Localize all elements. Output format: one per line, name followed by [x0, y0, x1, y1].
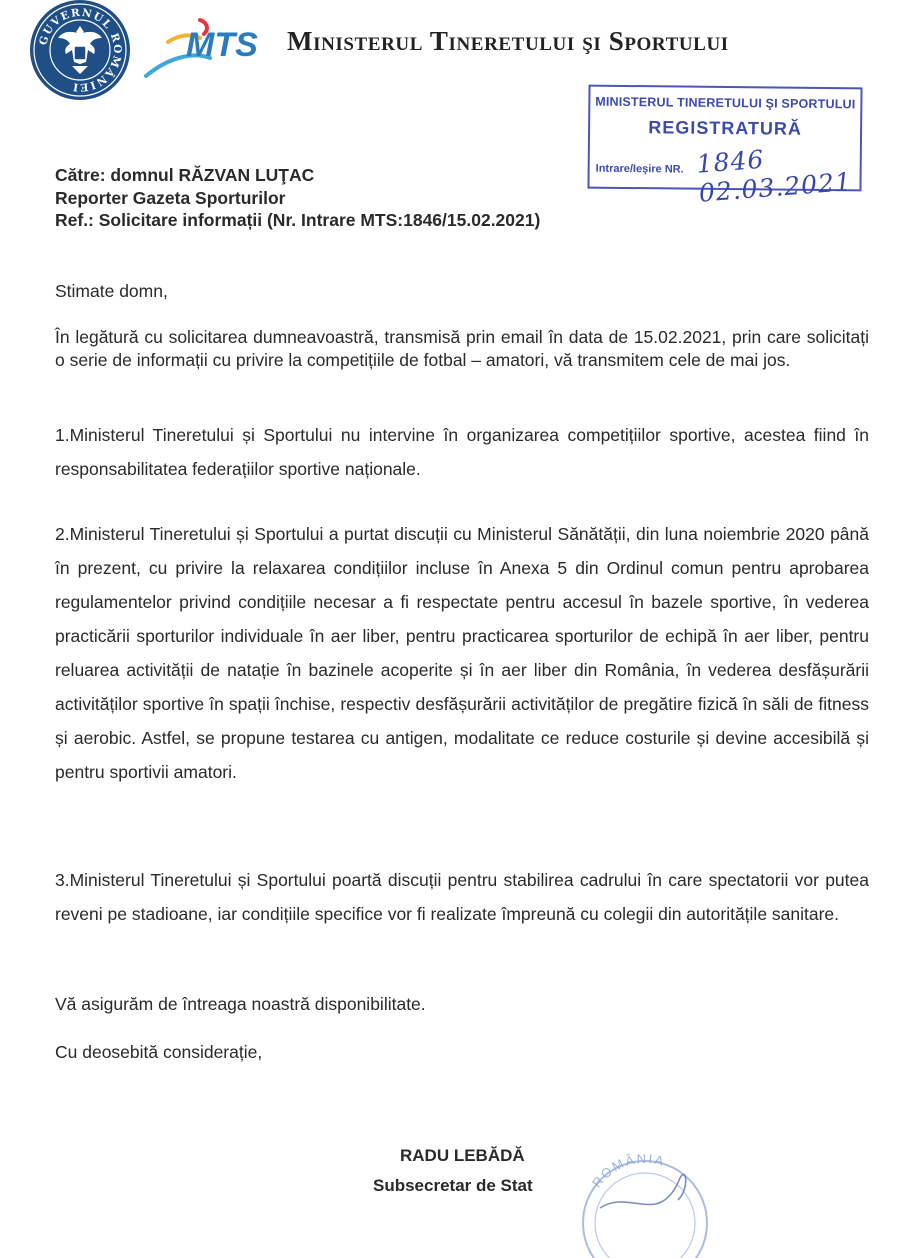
paragraph-1: 1.Ministerul Tineretului și Sportului nu intervine în organizarea competițiilor sportive, acestea fiind în responsabilitatea federațiilor sportive naționale.: [55, 425, 869, 479]
signer-role: Subsecretar de Stat: [373, 1176, 533, 1195]
mts-logo-icon: [140, 12, 275, 87]
reference-line: Ref.: Solicitare informații (Nr. Intrare MTS:1846/15.02.2021): [55, 210, 541, 230]
addressee-block: [55, 164, 540, 232]
stamp-number-label: Intrare/Ieşire NR.: [595, 162, 684, 176]
paragraph-intro: În legătură cu solicitarea dumneavoastră, transmisă prin email în data de 15.02.2021, prin care solicitați o serie de informații cu privire la competițiile de fotbal – amatori, vă transmitem cele de mai jos.: [55, 327, 869, 370]
ministry-title: Ministerul Tineretului şi Sportului: [287, 26, 729, 56]
svg-text:GUVERNUL ROMÂNIEI: GUVERNUL ROMÂNIEI: [37, 6, 124, 94]
stamp-registry-line: REGISTRATURĂ: [648, 117, 803, 139]
signer-name: RADU LEBĂDĂ: [400, 1146, 525, 1165]
addressee-to: Către: domnul RĂZVAN LUŢAC: [55, 165, 315, 185]
closing-regards: Cu deosebită considerație,: [55, 1042, 263, 1062]
svg-text:ROMÂNIA: ROMÂNIA: [588, 1150, 668, 1191]
round-stamp-icon: [560, 1148, 730, 1258]
paragraph-3: 3.Ministerul Tineretului și Sportului poartă discuții pentru stabilirea cadrului în care spectatorii vor putea reveni pe stadioane, iar condițiile specifice vor fi realizate împreună cu colegii din autoritățile sanitare.: [55, 870, 869, 924]
svg-text:MTS: MTS: [186, 26, 258, 64]
greeting: Stimate domn,: [55, 281, 168, 301]
stamp-handwritten-number: 1846 02.03.2021: [695, 144, 853, 208]
registry-stamp: [587, 85, 862, 208]
government-seal-icon: [26, 0, 134, 100]
stamp-ministry-line: MINISTERUL TINERETULUI ŞI SPORTULUI: [595, 94, 856, 112]
addressee-role: Reporter Gazeta Sporturilor: [55, 187, 286, 208]
closing-availability: Vă asigurăm de întreaga noastră disponibilitate.: [55, 994, 426, 1014]
paragraph-2: 2.Ministerul Tineretului și Sportului a purtat discuții cu Ministerul Sănătății, din luna noiembrie 2020 până în prezent, cu privire la relaxarea condițiilor incluse în Anexa 5 din Ordinul comun pentru aprobarea regulamentelor privind condițiile necesar a fi respectate pentru accesul în bazele sportive, în vederea practicării sporturilor individuale în aer liber, pentru practicarea sporturilor de echipă în aer liber, pentru reluarea activității de natație în bazinele acoperite și în aer liber din România, în vederea desfășurării activităților sportive în spații închise, respectiv desfășurării activităților de pregătire fizică în săli de fitness și aerobic. Astfel, se propune testarea cu antigen, modalitate ce reduce costurile și devine accesibilă și pentru sportivii amatori.: [55, 524, 869, 782]
